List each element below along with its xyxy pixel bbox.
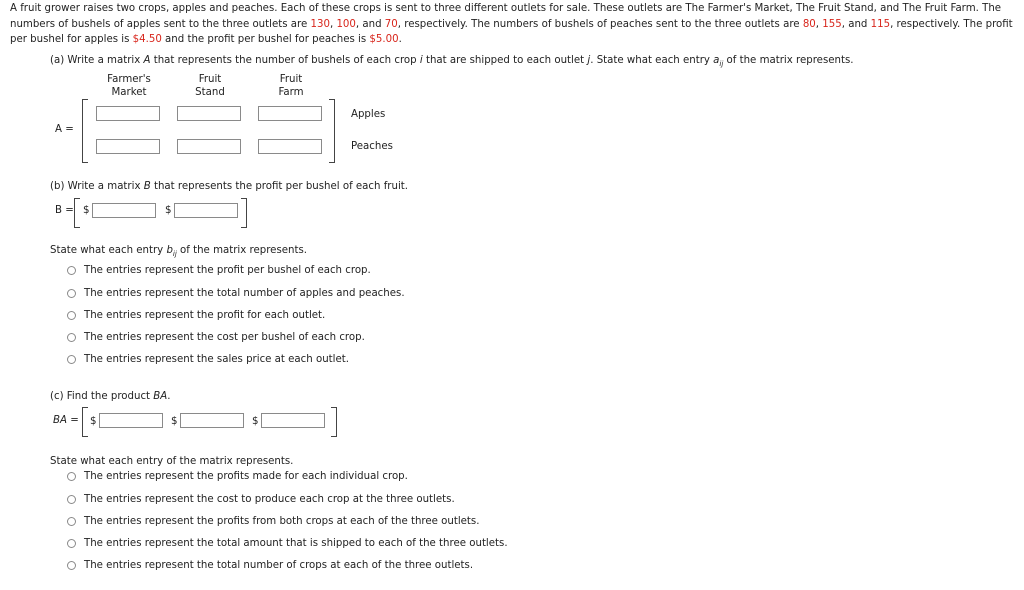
header-line: Farmer's: [107, 74, 151, 85]
currency-sign: $: [90, 416, 97, 427]
part-c-option-4-radio[interactable]: [67, 539, 76, 548]
part-b-option-5-label[interactable]: The entries represent the sales price at each outlet.: [84, 354, 349, 365]
peaches-value-1: 80: [802, 18, 816, 30]
matrix-ba-label: [53, 415, 79, 426]
part-b-option-4-radio[interactable]: [67, 333, 76, 342]
intro-text: per bushel for apples is: [10, 34, 133, 46]
intro-text: numbers of bushels of apples sent to the three outlets are: [10, 18, 311, 30]
prompt-var: j: [587, 55, 591, 66]
prompt-var: a: [713, 55, 720, 66]
intro-text: ,: [329, 18, 337, 30]
part-b-option-2-label[interactable]: The entries represent the total number of apples and peaches.: [84, 288, 405, 299]
part-b-option-5-radio[interactable]: [67, 355, 76, 364]
matrix-a-left-bracket: [82, 99, 88, 163]
header-line: Fruit: [198, 74, 222, 85]
apples-value-1: 130: [310, 18, 330, 30]
part-b-option-1-label[interactable]: The entries represent the profit per bushel of each crop.: [84, 265, 371, 276]
prompt-text: that represents the profit per bushel of each fruit.: [150, 181, 409, 192]
prompt-text: (c) Find the product: [50, 391, 154, 402]
matrix-ba-right-bracket: [331, 407, 337, 437]
part-c-option-1-label[interactable]: The entries represent the profits made for each individual crop.: [84, 471, 408, 482]
intro-text: and the profit per bushel for peaches is: [161, 34, 370, 46]
matrix-b-right-bracket: [241, 198, 247, 228]
part-b-option-3-radio[interactable]: [67, 311, 76, 320]
part-c-prompt: [50, 391, 171, 402]
intro-text: , respectively. The profit: [890, 18, 1013, 30]
prompt-subscript: ij: [719, 60, 724, 69]
matrix-a-peaches-farmers-market-input[interactable]: [96, 139, 160, 154]
matrix-a-apples-fruit-farm-input[interactable]: [258, 106, 322, 121]
prompt-text: . State what each entry: [590, 55, 714, 66]
matrix-a-label: A =: [55, 124, 74, 135]
matrix-a-peaches-fruit-stand-input[interactable]: [177, 139, 241, 154]
intro-line-1: A fruit grower raises two crops, apples and peaches. Each of these crops is sent to three different outlets for sale. These outlets are The Farmer's Market, The Fruit Stand, and The Fruit Farm. The: [10, 3, 1002, 14]
prompt-var: B: [143, 181, 151, 192]
currency-sign: $: [252, 416, 259, 427]
part-c-option-1-radio[interactable]: [67, 472, 76, 481]
intro-text: , and: [841, 18, 871, 30]
part-b-option-3-label[interactable]: The entries represent the profit for each outlet.: [84, 310, 326, 321]
matrix-ba-left-bracket: [82, 407, 88, 437]
prompt-text: .: [167, 391, 171, 402]
matrix-a-apples-fruit-stand-input[interactable]: [177, 106, 241, 121]
matrix-b-peaches-profit-input[interactable]: [174, 203, 238, 218]
part-c-option-5-label[interactable]: The entries represent the total number of crops at each of the three outlets.: [84, 560, 474, 571]
part-b-option-1-radio[interactable]: [67, 266, 76, 275]
prompt-var: BA: [153, 391, 168, 402]
part-c-option-2-radio[interactable]: [67, 495, 76, 504]
header-line: Farm: [278, 86, 304, 98]
matrix-a-peaches-fruit-farm-input[interactable]: [258, 139, 322, 154]
part-c-option-4-label[interactable]: The entries represent the total amount that is shipped to each of the three outlets.: [84, 538, 508, 549]
part-c-option-5-radio[interactable]: [67, 561, 76, 570]
part-c-option-3-label[interactable]: The entries represent the profits from both crops at each of the three outlets.: [84, 516, 480, 527]
row-label-apples: Apples: [351, 109, 386, 120]
currency-sign: $: [171, 416, 178, 427]
matrix-label-text: BA =: [53, 415, 79, 426]
matrix-b-left-bracket: [74, 198, 80, 228]
intro-text: .: [398, 34, 402, 46]
part-a-prompt: [50, 55, 854, 68]
peaches-value-3: 115: [870, 18, 891, 30]
currency-sign: $: [165, 205, 172, 216]
intro-text: , respectively. The numbers of bushels of peaches sent to the three outlets are: [397, 18, 803, 30]
matrix-a-right-bracket: [329, 99, 335, 163]
matrix-a-apples-farmers-market-input[interactable]: [96, 106, 160, 121]
column-header-fruit-farm: [251, 74, 331, 99]
part-b-option-4-label[interactable]: The entries represent the cost per bushel of each crop.: [84, 332, 365, 343]
part-c-option-2-label[interactable]: The entries represent the cost to produce each crop at the three outlets.: [84, 494, 455, 505]
prompt-text: of the matrix represents.: [176, 245, 308, 256]
column-header-farmers-market: [89, 74, 169, 99]
prompt-text: of the matrix represents.: [723, 55, 854, 66]
intro-text: , and: [355, 18, 385, 30]
prompt-var: A: [143, 55, 151, 66]
apples-value-2: 100: [336, 18, 356, 30]
intro-line-3: [10, 32, 1018, 48]
part-c-option-3-radio[interactable]: [67, 517, 76, 526]
header-line: Market: [111, 86, 147, 98]
matrix-ba-fruit-farm-input[interactable]: [261, 413, 325, 428]
prompt-text: (b) Write a matrix: [50, 181, 144, 192]
intro-text: ,: [815, 18, 823, 30]
prompt-subscript: ij: [172, 250, 177, 259]
part-c-state-prompt: State what each entry of the matrix represents.: [50, 456, 294, 467]
prompt-text: that are shipped to each outlet: [422, 55, 588, 66]
matrix-ba-fruit-stand-input[interactable]: [180, 413, 244, 428]
intro-line-2: [10, 17, 1018, 33]
header-line: Fruit: [279, 74, 303, 85]
apples-value-3: 70: [384, 18, 398, 30]
peaches-value-2: 155: [822, 18, 842, 30]
problem-statement: [10, 1, 1018, 48]
column-header-fruit-stand: [170, 74, 250, 99]
part-b-prompt: [50, 181, 408, 192]
prompt-var: b: [166, 245, 173, 256]
profit-apples: $4.50: [132, 34, 162, 46]
part-b-state-prompt: [50, 245, 307, 258]
part-b-option-2-radio[interactable]: [67, 289, 76, 298]
header-line: Stand: [195, 86, 225, 98]
matrix-ba-farmers-market-input[interactable]: [99, 413, 163, 428]
profit-peaches: $5.00: [369, 34, 399, 46]
prompt-var: i: [419, 55, 423, 66]
prompt-text: (a) Write a matrix: [50, 55, 144, 66]
matrix-b-label: B =: [55, 205, 74, 216]
prompt-text: that represents the number of bushels of each crop: [150, 55, 420, 66]
prompt-text: State what each entry: [50, 245, 167, 256]
currency-sign: $: [83, 205, 90, 216]
row-label-peaches: Peaches: [351, 141, 393, 152]
matrix-b-apples-profit-input[interactable]: [92, 203, 156, 218]
